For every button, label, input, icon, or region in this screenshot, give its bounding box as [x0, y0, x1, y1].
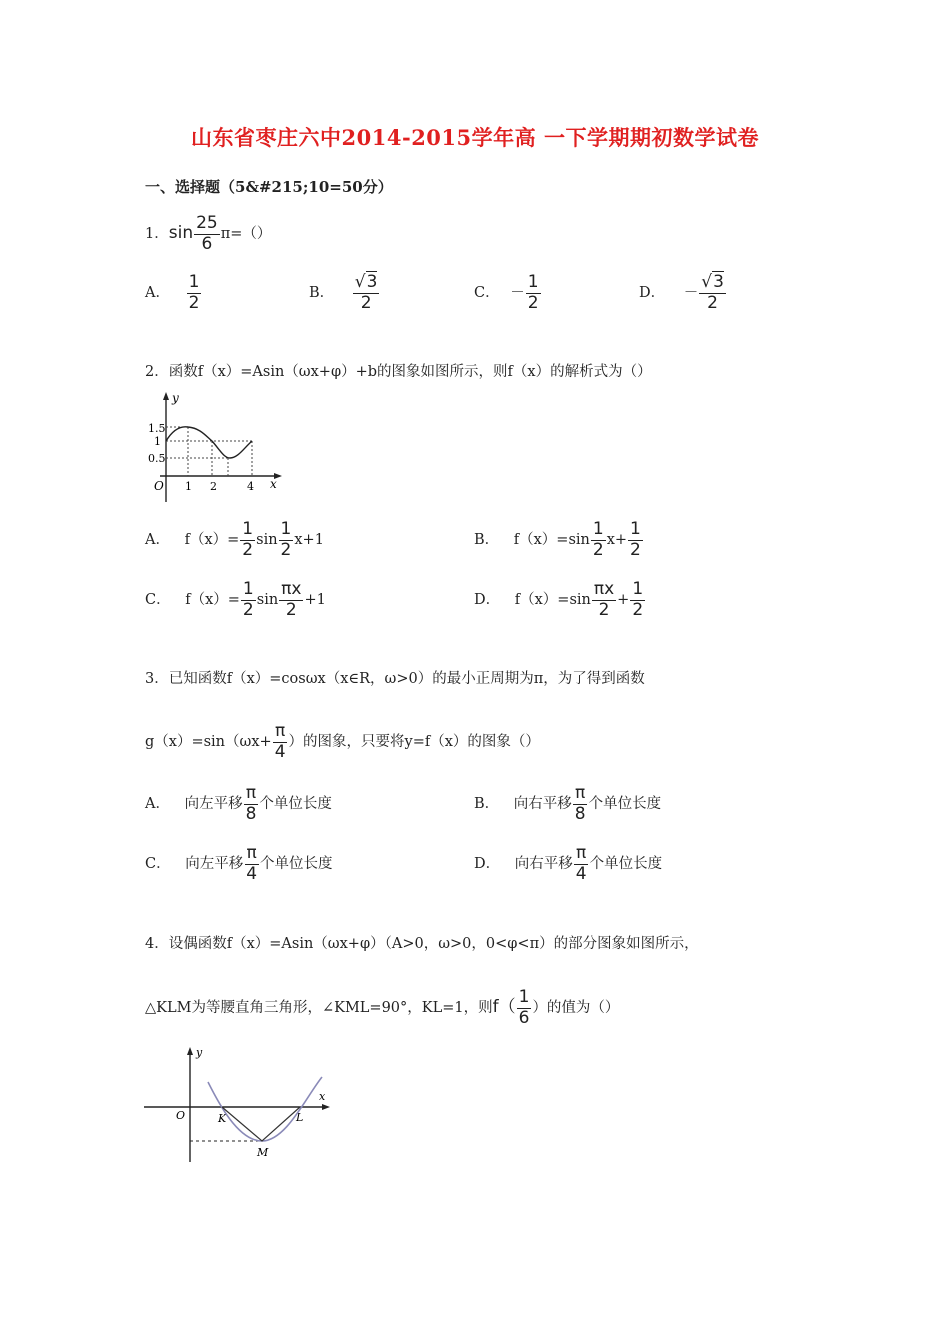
y-axis-label: y: [196, 1046, 203, 1059]
section-heading: 一、选择题（5&#215;10=50分）: [145, 178, 393, 196]
question-3-line2: g（x）=sin（ωx+ $\frac{\pi}{4}$ ）的图象，只要将y=f（x）的图象（）: [145, 721, 540, 762]
q3-option-c[interactable]: C． 向左平移 $\frac{\pi}{4}$ 个单位长度: [145, 843, 333, 884]
q4-graph: [138, 1042, 338, 1167]
y-axis-label: y: [172, 391, 179, 405]
point-l-label: L: [296, 1111, 304, 1124]
question-1: 1．sin $\frac{25}{6}$ π=（）: [145, 213, 272, 254]
point-m-label: M: [257, 1146, 269, 1159]
question-4-line1: 4．设偶函数f（x）=Asin（ωx+φ）（A>0，ω>0，0<φ<π）的部分图象如图所示，: [145, 936, 699, 952]
y-tick: 1: [154, 435, 161, 448]
fraction: $\frac{25}{6}$: [196, 213, 218, 254]
q1-option-c[interactable]: C． － $\frac{1}{2}$: [474, 272, 539, 313]
origin-label: O: [176, 1109, 186, 1122]
y-tick: 1.5: [148, 422, 166, 435]
q1-option-a[interactable]: A． $\frac{1}{2}$: [145, 272, 200, 313]
origin-label: O: [154, 479, 164, 493]
q2-option-a[interactable]: A． f（x）= $\frac{1}{2}$ sin $\frac{1}{2}$ x+1: [145, 519, 324, 560]
q1-option-d[interactable]: D． － $\frac{√3}{2}$: [639, 272, 724, 313]
q2-option-c[interactable]: C． f（x）= $\frac{1}{2}$ sin $\frac{\pi x}{2}$ +1: [145, 579, 326, 620]
question-3-line1: 3．已知函数f（x）=cosωx（x∈R，ω>0）的最小正周期为π，为了得到函数: [145, 671, 645, 687]
point-k-label: K: [218, 1112, 227, 1125]
question-4-line2: △KLM为等腰直角三角形，∠KML=90°，KL=1，则f（ $\frac{1}{6}$ ）的值为（）: [145, 987, 620, 1028]
y-tick: 0.5: [148, 452, 166, 465]
q2-option-d[interactable]: D． f（x）=sin $\frac{\pi x}{2}$ + $\frac{1}{2}$: [474, 579, 644, 620]
q2-option-b[interactable]: B． f（x）=sin $\frac{1}{2}$ x+ $\frac{1}{2}$: [474, 519, 641, 560]
q3-option-b[interactable]: B． 向右平移 $\frac{\pi}{8}$ 个单位长度: [474, 783, 662, 824]
question-number: 1．: [145, 226, 169, 243]
x-tick: 2: [210, 480, 217, 493]
question-2: 2．函数f（x）=Asin（ωx+φ）+b的图象如图所示，则f（x）的解析式为（）: [145, 364, 652, 380]
q2-graph: [140, 390, 290, 510]
x-axis-label: x: [270, 477, 277, 491]
x-axis-label: x: [319, 1090, 326, 1103]
q1-option-b[interactable]: B． $\frac{√3}{2}$: [309, 272, 378, 313]
x-tick: 1: [185, 480, 192, 493]
q3-option-d[interactable]: D． 向右平移 $\frac{\pi}{4}$ 个单位长度: [474, 843, 663, 884]
q3-option-a[interactable]: A． 向左平移 $\frac{\pi}{8}$ 个单位长度: [145, 783, 332, 824]
curve: [166, 427, 252, 458]
page-title: 山东省枣庄六中2014-2015学年高 一下学期期初数学试卷: [191, 125, 759, 150]
x-tick: 4: [247, 480, 254, 493]
